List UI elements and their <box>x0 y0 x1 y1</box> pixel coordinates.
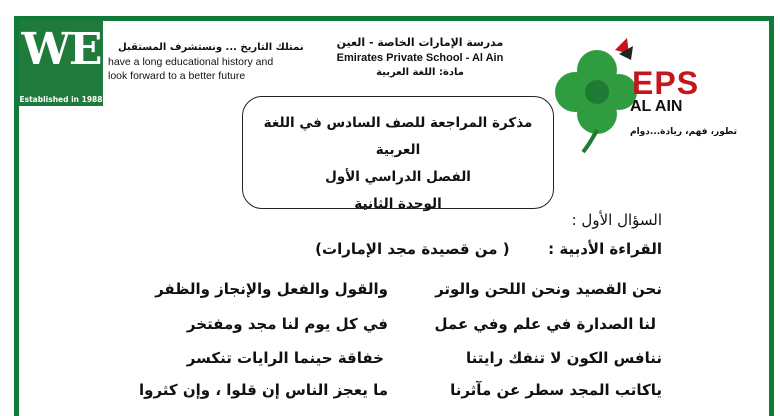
we-established-text: Established in 1988 <box>19 95 103 104</box>
eps-location-text: AL AIN <box>630 98 683 115</box>
school-name-english: Emirates Private School - Al Ain <box>336 52 504 64</box>
reading-label: القراءة الأدبية : <box>548 240 662 258</box>
verse-left-4: ما يعجز الناس إن قلوا ، وإن كثروا <box>139 381 388 399</box>
title-line1: مذكرة المراجعة للصف السادس في اللغة العربية <box>263 115 533 158</box>
subject-label: مادة: اللغة العربية <box>376 67 464 78</box>
eps-motto: تطور، فهم، ريادة...دوام <box>630 127 737 137</box>
slogan-english <box>108 55 273 83</box>
slogan-english-line1: have a long educational history and <box>108 56 274 68</box>
slogan-arabic: نمتلك التاريخ ... ونستشرف المستقبل <box>118 42 304 53</box>
slogan-english-line2: look forward to a better future <box>108 70 246 82</box>
school-name-arabic: مدرسة الإمارات الخاصة - العين <box>336 36 504 49</box>
eps-logo-text: EPS <box>632 65 700 101</box>
verse-right-2: لنا الصدارة في علم وفي عمل <box>434 315 656 333</box>
title-line3: الوحدة الثانية <box>354 196 442 212</box>
we-logo-letters: WE <box>21 24 101 75</box>
clover-leaves <box>555 38 637 152</box>
verse-right-4: ياكاتب المجد سطر عن مآثرنا <box>450 381 662 399</box>
verse-left-1: والقول والفعل والإنجاز والظفر <box>155 280 388 298</box>
school-header <box>320 36 520 78</box>
verse-right-3: ننافس الكون لا تنفك رايتنا <box>466 349 662 367</box>
reading-heading <box>315 240 662 258</box>
title-line2: الفصل الدراسي الأول <box>325 169 471 185</box>
verse-right-1: نحن القصيد ونحن اللحن والوتر <box>435 280 662 298</box>
question-label: السؤال الأول : <box>571 211 662 229</box>
we-logo <box>19 20 103 106</box>
verse-left-3: خفاقة حينما الرايات تنكسر <box>186 349 384 367</box>
verse-left-2: في كل يوم لنا مجد ومفتخر <box>186 315 388 333</box>
reading-source: ( من قصيدة مجد الإمارات) <box>315 240 510 258</box>
title-box <box>242 96 554 212</box>
